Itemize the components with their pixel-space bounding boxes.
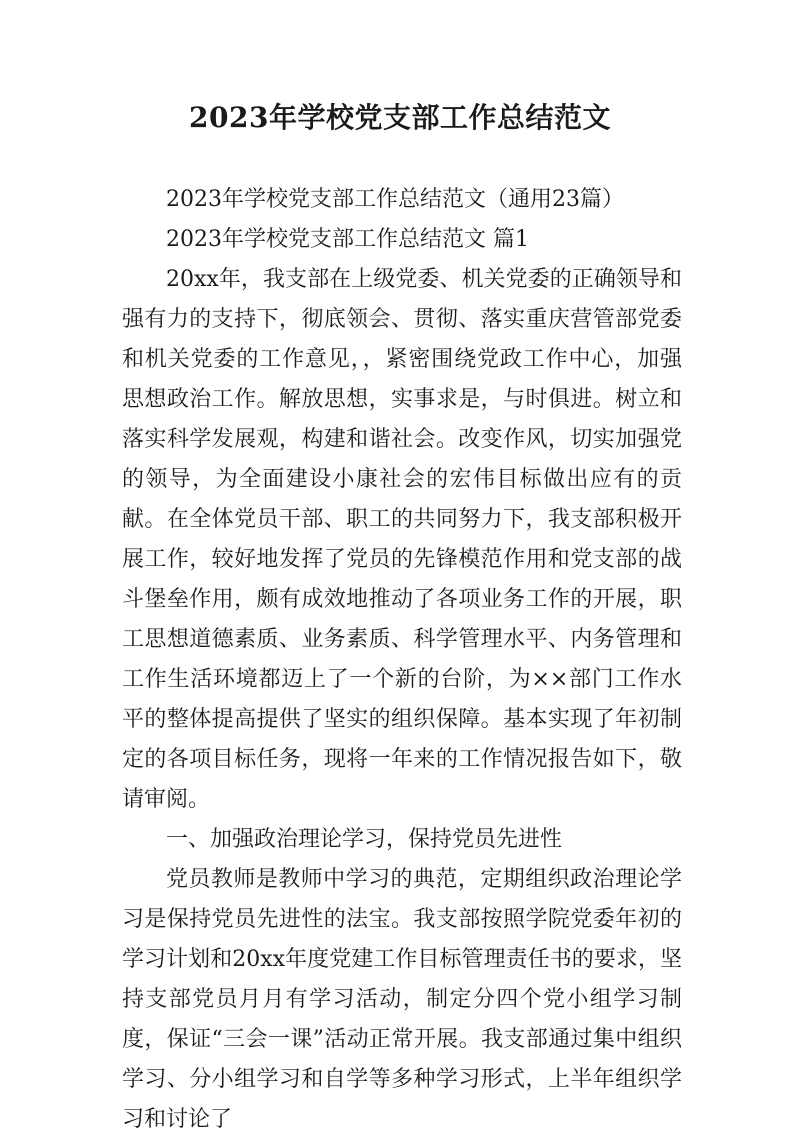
paragraph-2: 党员教师是教师中学习的典范，定期组织政治理论学习是保持党员先进性的法宝。我支部按照学院党委年初的学习计划和20xx年度党建工作目标管理责任书的要求，坚持支部党员月月有学习活动，制定分四个党小组学习制度，保证“三会一课”活动正常开展。我支部通过集中组织学习、分小组学习和自学等多种学习形式，上半年组织学习和讨论了 xyxy=(122,867,682,1132)
section-title: 2023年学校党支部工作总结范文 篇1 xyxy=(166,227,529,252)
document-body xyxy=(122,180,682,1140)
document-subtitle: 2023年学校党支部工作总结范文（通用23篇） xyxy=(166,187,624,212)
paragraph-1: 20xx年，我支部在上级党委、机关党委的正确领导和强有力的支持下，彻底领会、贯彻、落实重庆营管部党委和机关党委的工作意见，，紧密围绕党政工作中心，加强思想政治工作。解放思想，实事求是，与时俱进。树立和落实科学发展观，构建和谐社会。改变作风，切实加强党的领导，为全面建设小康社会的宏伟目标做出应有的贡献。在全体党员干部、职工的共同努力下，我支部积极开展工作，较好地发挥了党员的先锋模范作用和党支部的战斗堡垒作用，颇有成效地推动了各项业务工作的开展，职工思想道德素质、业务素质、科学管理水平、内务管理和工作生活环境都迈上了一个新的台阶，为××部门工作水平的整体提高提供了坚实的组织保障。基本实现了年初制定的各项目标任务，现将一年来的工作情况报告如下，敬请审阅。 xyxy=(122,267,682,812)
section-heading-1: 一、加强政治理论学习，保持党员先进性 xyxy=(166,827,563,852)
document-title: 2023年学校党支部工作总结范文 xyxy=(189,101,611,134)
